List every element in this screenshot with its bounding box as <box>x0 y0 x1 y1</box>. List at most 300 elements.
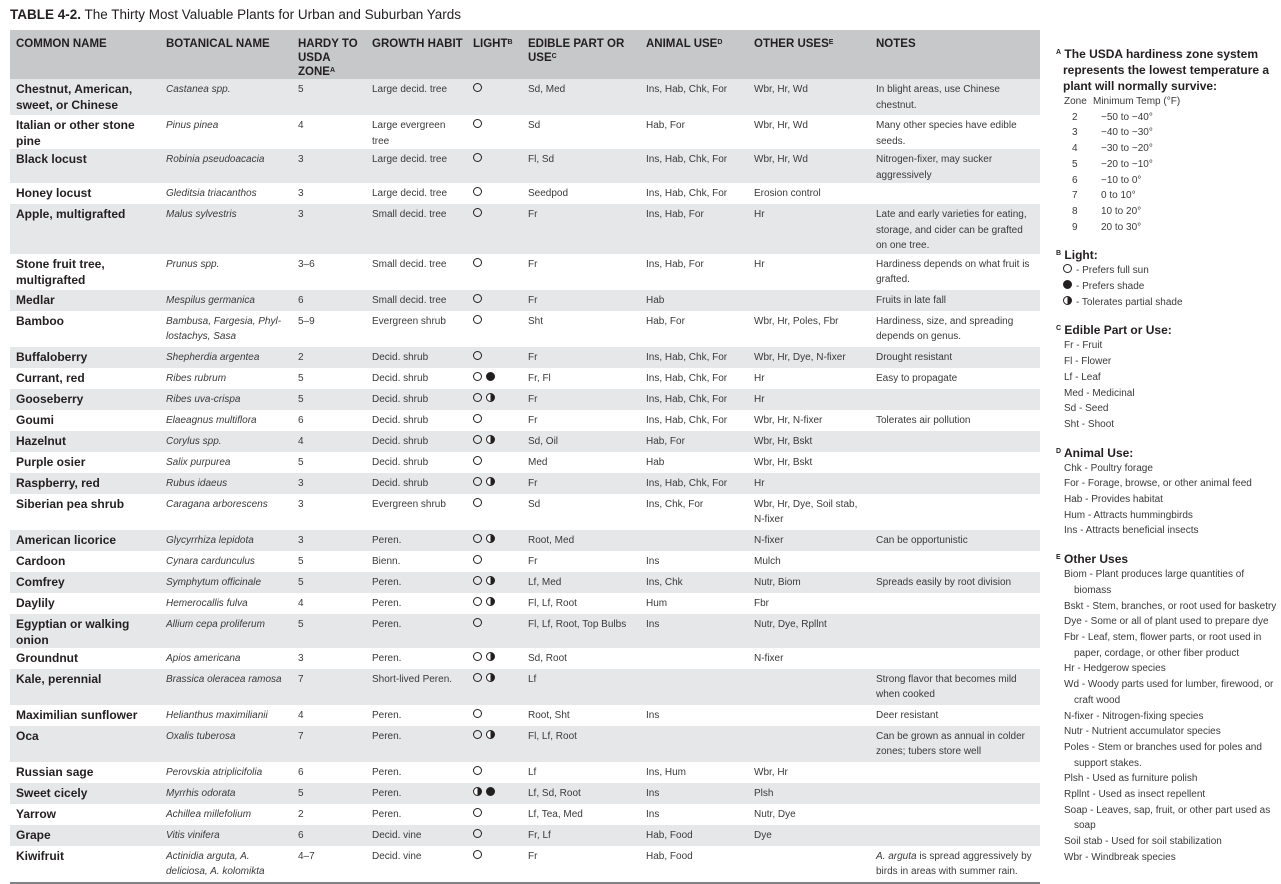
zone-row <box>1056 220 1278 236</box>
notes-cell: Nitrogen-fixer, may sucker aggressively <box>870 149 1040 183</box>
other-uses-cell: Hr <box>754 258 765 270</box>
other-legend-item: Wbr - Windbreak species <box>1064 851 1176 863</box>
zone-temp: −30 to −20° <box>1101 143 1153 155</box>
zone-temp: −40 to −30° <box>1101 127 1153 139</box>
botanical-name-cell: Gleditsia triacanthos <box>166 188 257 199</box>
table-row <box>10 705 1040 726</box>
full-sun-icon <box>473 808 482 817</box>
botanical-name-cell: Helianthus maximilianii <box>166 709 268 721</box>
animal-legend <box>1056 461 1278 540</box>
edible-cell: Root, Med <box>522 530 640 551</box>
common-name-cell: Buffaloberry <box>10 347 160 368</box>
animal-use-cell <box>640 669 748 705</box>
notes-cell: Easy to propagate <box>876 372 958 384</box>
botanical-name-cell: Elaeagnus multiflora <box>166 414 257 426</box>
edible-cell: Sd, Med <box>522 79 640 115</box>
other-uses-cell <box>748 290 870 311</box>
botanical-name-cell: Robinia pseudoacacia <box>160 149 292 183</box>
botanical-name-cell: Ribes uva-crispa <box>160 389 292 410</box>
notes-cell: Strong flavor that becomes mild when cooked <box>870 669 1040 705</box>
full-sun-icon <box>473 435 482 444</box>
zone-cell: 5 <box>292 614 366 648</box>
common-name-cell: Groundnut <box>16 650 78 665</box>
light-cell <box>467 149 522 183</box>
light-cell <box>467 452 522 473</box>
edible-cell: Fr <box>522 347 640 368</box>
botanical-name-cell: Mespilus germanica <box>160 290 292 311</box>
other-uses-cell <box>748 726 870 762</box>
other-footnote <box>1056 551 1278 865</box>
other-uses-cell: Mulch <box>754 555 781 567</box>
table-row <box>10 290 1040 311</box>
edible-footnote <box>1056 322 1278 432</box>
table-row <box>10 473 1040 494</box>
header-other-uses: OTHER $USES^E$ <box>748 30 870 79</box>
zone-cell: 6 <box>292 825 366 846</box>
edible-cell: Sd, Oil <box>522 431 640 452</box>
growth-habit-cell: Decid. shrub <box>372 456 429 468</box>
table-row <box>10 726 1040 762</box>
other-legend-item: Wd - Woody parts used for lumber, firewood, or craft wood <box>1064 679 1274 706</box>
edible-cell: Lf, Med <box>522 572 640 593</box>
zone-temp: 0 to 10° <box>1101 190 1136 202</box>
shade-icon <box>1063 280 1072 289</box>
header-light: $LIGHT^B$ <box>467 30 522 79</box>
header-hardy-zone: HARDY TO USDA $ZONE^A$ <box>292 30 366 79</box>
animal-use-cell: Ins, Hab, Chk, For <box>640 149 748 183</box>
notes-cell <box>870 614 1040 648</box>
common-name-cell: Black locust <box>10 149 160 183</box>
light-cell <box>467 762 522 783</box>
light-legend-item <box>1056 279 1278 295</box>
other-uses-cell: Nutr, Dye, Rpllnt <box>748 614 870 648</box>
botanical-name-cell: Caragana arborescens <box>166 498 268 510</box>
zone-cell: 7 <box>292 669 366 705</box>
growth-habit-cell: Decid. vine <box>366 846 467 883</box>
table-number: TABLE 4-2. <box>10 7 82 22</box>
animal-use-cell: Ins <box>640 614 748 648</box>
notes-cell <box>870 452 1040 473</box>
animal-use-cell: Hab <box>640 290 748 311</box>
notes-cell: Tolerates air pollution <box>876 414 971 426</box>
light-cell <box>467 648 522 669</box>
growth-habit-cell: Small decid. tree <box>366 204 467 254</box>
botanical-name-cell: Cynara cardunculus <box>166 555 255 567</box>
common-name-cell: Purple osier <box>16 454 86 469</box>
zone-cell: 3 <box>292 204 366 254</box>
partial-shade-icon <box>486 477 495 486</box>
zone-cell: 4–7 <box>292 846 366 883</box>
edible-footnote-title: $^C$ Edible Part or Use: <box>1056 323 1172 338</box>
other-uses-cell: Nutr, Dye <box>754 808 796 820</box>
other-uses-cell: Wbr, Hr, Wd <box>754 120 808 131</box>
full-sun-icon <box>473 294 482 303</box>
zone-cell: 3 <box>298 652 304 664</box>
common-name-cell: Oca <box>10 726 160 762</box>
edible-cell: Fr, Lf <box>522 825 640 846</box>
zone-table-rows <box>1056 110 1278 236</box>
other-uses-cell: Wbr, Hr, Dye, N-fixer <box>748 347 870 368</box>
animal-use-cell: Ins, Hab, Chk, For <box>646 372 728 384</box>
zone-cell: 2 <box>292 347 366 368</box>
notes-cell: Many other species have edible seeds. <box>876 120 1017 147</box>
other-uses-cell: Plsh <box>748 783 870 804</box>
light-cell <box>467 410 522 431</box>
other-uses-cell: Wbr, Hr, Poles, Fbr <box>754 315 839 327</box>
growth-habit-cell: Decid. shrub <box>366 347 467 368</box>
edible-cell: Seedpod <box>528 188 569 199</box>
zone-row <box>1056 125 1278 141</box>
edible-cell: Sht <box>528 315 544 327</box>
table-row <box>10 804 1040 825</box>
table-row <box>10 572 1040 593</box>
common-name-cell: Sweet cicely <box>10 783 160 804</box>
growth-habit-cell: Decid. shrub <box>366 431 467 452</box>
common-name-cell: Cardoon <box>16 553 66 568</box>
zone-cell: 6 <box>298 766 304 778</box>
common-name-cell: Maximilian sunflower <box>16 707 138 722</box>
animal-use-cell: Ins, Hab, Chk, For <box>646 414 728 426</box>
botanical-name-cell: Achillea millefolium <box>166 808 252 820</box>
notes-cell <box>870 389 1040 410</box>
other-legend-item: Rpllnt - Used as insect repellent <box>1064 789 1206 801</box>
table-row <box>10 494 1040 530</box>
header-animal-use: ANIMAL $USE^D$ <box>640 30 748 79</box>
botanical-name-cell: Apios americana <box>166 652 241 664</box>
growth-habit-cell: Evergreen shrub <box>372 498 446 510</box>
partial-shade-icon <box>486 673 495 682</box>
zone-cell: 3 <box>292 530 366 551</box>
other-uses-cell: Wbr, Hr, Dye, Soil stab, N-fixer <box>754 498 858 525</box>
table-row <box>10 431 1040 452</box>
partial-shade-icon <box>486 576 495 585</box>
edible-legend-item: Fl - Flower <box>1064 356 1112 368</box>
common-name-cell: Siberian pea shrub <box>16 496 125 511</box>
light-cell <box>467 79 522 115</box>
common-name-cell: Grape <box>10 825 160 846</box>
common-name-cell: Gooseberry <box>10 389 160 410</box>
partial-shade-icon <box>486 393 495 402</box>
common-name-cell: Currant, red <box>16 370 85 385</box>
animal-use-cell: Hab, Food <box>640 846 748 883</box>
growth-habit-cell: Peren. <box>372 808 402 820</box>
light-legend-text: - Prefers full sun <box>1076 265 1149 277</box>
table-row <box>10 846 1040 883</box>
light-legend-text: - Tolerates partial shade <box>1076 296 1183 308</box>
zone-cell: 5 <box>298 456 304 468</box>
animal-use-cell: Ins <box>646 808 660 820</box>
edible-cell: Fr <box>522 389 640 410</box>
table-row <box>10 648 1040 669</box>
table-row <box>10 762 1040 783</box>
common-name-cell: Kiwifruit <box>10 846 160 883</box>
partial-shade-icon <box>486 435 495 444</box>
zone-cell: 3 <box>298 498 304 510</box>
light-cell <box>467 347 522 368</box>
other-uses-cell: Wbr, Hr, Bskt <box>748 431 870 452</box>
botanical-name-cell: Pinus pinea <box>166 120 219 131</box>
botanical-name-cell: Glycyrrhiza lepidota <box>160 530 292 551</box>
notes-cell <box>870 183 1040 204</box>
full-sun-icon <box>473 555 482 564</box>
zone-cell: 3 <box>292 149 366 183</box>
growth-habit-cell: Decid. shrub <box>366 473 467 494</box>
edible-cell: Fr <box>528 555 538 567</box>
notes-cell <box>870 804 1040 825</box>
notes-cell <box>870 551 1040 572</box>
notes-cell <box>870 431 1040 452</box>
zone-row <box>1056 110 1278 126</box>
animal-use-cell: Hab, For <box>646 315 685 327</box>
full-sun-icon <box>473 414 482 423</box>
other-uses-cell: Nutr, Biom <box>748 572 870 593</box>
animal-use-cell: Hab, For <box>646 120 685 131</box>
growth-habit-cell: Evergreen shrub <box>372 315 446 327</box>
edible-cell: Root, Sht <box>528 709 570 721</box>
animal-use-cell <box>640 648 748 669</box>
notes-cell: Fruits in late fall <box>870 290 1040 311</box>
animal-use-cell: Ins, Hab, Chk, For <box>640 347 748 368</box>
botanical-name-cell: Rubus idaeus <box>160 473 292 494</box>
other-legend-item: Poles - Stem or branches used for poles and support stakes. <box>1064 741 1262 769</box>
table-row <box>10 183 1040 204</box>
notes-cell: In blight areas, use Chinese chestnut. <box>870 79 1040 115</box>
edible-cell: Sd <box>528 120 541 131</box>
notes-cell: Late and early varieties for eating, storage, and cider can be grafted on one tree. <box>870 204 1040 254</box>
full-sun-icon <box>473 153 482 162</box>
botanical-name-cell: Perovskia atriplicifolia <box>166 766 263 778</box>
table-row <box>10 530 1040 551</box>
zone-number: 8 <box>1072 205 1078 217</box>
animal-legend-item: Chk - Poultry forage <box>1064 462 1153 474</box>
notes-cell: A. arguta is spread aggressively by birds in areas with summer rain. <box>870 846 1040 883</box>
light-cell <box>467 614 522 648</box>
light-legend-text: - Prefers shade <box>1076 281 1145 293</box>
common-name-cell: Honey locust <box>16 186 92 200</box>
light-cell <box>467 389 522 410</box>
botanical-name-cell: Corylus spp. <box>160 431 292 452</box>
header-botanical-name: BOTANICAL NAME <box>160 30 292 79</box>
zone-row <box>1056 173 1278 189</box>
header-notes: NOTES <box>870 30 1040 79</box>
other-uses-cell: Dye <box>748 825 870 846</box>
growth-habit-cell: Short-lived Peren. <box>366 669 467 705</box>
table-row <box>10 254 1040 290</box>
header-common-name: COMMON NAME <box>10 30 160 79</box>
partial-shade-icon <box>1063 296 1072 305</box>
botanical-name-cell: Bambusa, Fargesia, Phyl-lostachys, Sasa <box>166 315 282 342</box>
zone-number: 7 <box>1072 190 1078 202</box>
light-legend <box>1056 263 1278 310</box>
full-sun-icon <box>1063 264 1072 273</box>
growth-habit-cell: Peren. <box>372 652 402 664</box>
growth-habit-cell: Peren. <box>366 726 467 762</box>
growth-habit-cell: Decid. shrub <box>366 389 467 410</box>
other-uses-cell: Wbr, Hr, Bskt <box>754 456 813 468</box>
animal-legend-item: For - Forage, browse, or other animal feed <box>1064 478 1252 490</box>
edible-cell: Fr <box>522 846 640 883</box>
table-row <box>10 389 1040 410</box>
full-sun-icon <box>473 187 482 196</box>
notes-cell: Can be opportunistic <box>870 530 1040 551</box>
botanical-name-cell: Shepherdia argentea <box>160 347 292 368</box>
animal-use-cell: Ins, Hab, Chk, For <box>640 473 748 494</box>
botanical-name-cell: Prunus spp. <box>166 258 220 270</box>
edible-cell: Sd, Root <box>528 652 567 664</box>
table-row <box>10 669 1040 705</box>
temp-header: Minimum Temp (°F) <box>1093 96 1181 107</box>
table-row <box>10 614 1040 648</box>
full-sun-icon <box>473 576 482 585</box>
common-name-cell: Apple, multigrafted <box>10 204 160 254</box>
botanical-name-cell: Symphytum officinale <box>160 572 292 593</box>
zone-cell: 5 <box>292 783 366 804</box>
animal-use-cell: Ins <box>646 709 660 721</box>
common-name-cell: Daylily <box>16 595 55 610</box>
botanical-name-cell: Hemerocallis fulva <box>166 597 248 609</box>
table-caption <box>10 7 461 27</box>
edible-cell: Fr <box>522 204 640 254</box>
common-name-cell: Kale, perennial <box>10 669 160 705</box>
edible-legend-item: Sht - Shoot <box>1064 418 1115 430</box>
full-sun-icon <box>473 829 482 838</box>
animal-use-cell: Ins, Chk <box>640 572 748 593</box>
notes-cell <box>870 648 1040 669</box>
other-legend-item: Nutr - Nutrient accumulator species <box>1064 726 1221 738</box>
common-name-cell: Egyptian or walking onion <box>10 614 160 648</box>
zone-cell: 2 <box>298 808 304 820</box>
animal-use-cell: Ins, Hab, Chk, For <box>640 79 748 115</box>
animal-use-cell <box>640 726 748 762</box>
other-uses-cell: Hr <box>748 389 870 410</box>
zone-cell: 7 <box>292 726 366 762</box>
full-sun-icon <box>473 534 482 543</box>
other-legend-item: Dye - Some or all of plant used to prepare dye <box>1064 616 1269 628</box>
other-legend-item: Hr - Hedgerow species <box>1064 663 1166 675</box>
botanical-name-cell: Actinidia arguta, A. deliciosa, A. kolomikta <box>160 846 292 883</box>
other-legend-item: Biom - Plant produces large quantities of biomass <box>1064 569 1245 596</box>
plants-table-container <box>10 30 1040 884</box>
animal-legend-item: Hab - Provides habitat <box>1064 494 1163 506</box>
animal-use-cell: Ins, Hum <box>646 766 687 778</box>
partial-shade-icon <box>473 787 482 796</box>
shade-icon <box>486 787 495 796</box>
table-row <box>10 347 1040 368</box>
light-footnote-title: $^B$ Light: <box>1056 248 1098 263</box>
light-cell <box>467 115 522 149</box>
table-row <box>10 149 1040 183</box>
other-uses-cell: Wbr, Hr, N-fixer <box>754 414 823 426</box>
zone-cell: 4 <box>292 431 366 452</box>
zone-number: 9 <box>1072 221 1078 233</box>
notes-cell: Hardiness, size, and spreading depends on genus. <box>876 315 1014 342</box>
zone-cell: 3 <box>298 188 304 199</box>
notes-cell: Deer resistant <box>876 709 939 721</box>
common-name-cell: Italian or other stone pine <box>16 118 135 148</box>
animal-use-cell <box>640 530 748 551</box>
full-sun-icon <box>473 597 482 606</box>
light-cell <box>467 368 522 389</box>
full-sun-icon <box>473 372 482 381</box>
notes-cell <box>870 783 1040 804</box>
table-row <box>10 115 1040 149</box>
light-cell <box>467 254 522 290</box>
growth-habit-cell: Large evergreen tree <box>372 120 446 147</box>
edible-cell: Med <box>528 456 548 468</box>
zone-row <box>1056 204 1278 220</box>
zone-row <box>1056 188 1278 204</box>
botanical-name-cell: Oxalis tuberosa <box>160 726 292 762</box>
animal-use-cell: Hab <box>646 456 665 468</box>
edible-cell: Fr <box>522 290 640 311</box>
full-sun-icon <box>473 351 482 360</box>
full-sun-icon <box>473 652 482 661</box>
other-uses-cell: Hr <box>754 372 765 384</box>
botanical-name-cell: Allium cepa proliferum <box>160 614 292 648</box>
edible-legend <box>1056 338 1278 432</box>
other-legend-item: Bskt - Stem, branches, or root used for basketry <box>1064 600 1277 612</box>
table-row <box>10 204 1040 254</box>
growth-habit-cell: Peren. <box>372 597 402 609</box>
common-name-cell: Stone fruit tree, multigrafted <box>16 256 105 287</box>
botanical-name-cell: Vitis vinifera <box>160 825 292 846</box>
edible-cell: Sd <box>528 498 541 510</box>
full-sun-icon <box>473 477 482 486</box>
full-sun-icon <box>473 673 482 682</box>
botanical-name-cell: Ribes rubrum <box>166 372 227 384</box>
zone-row <box>1056 141 1278 157</box>
animal-use-cell: Hab, For <box>640 431 748 452</box>
growth-habit-cell: Large decid. tree <box>372 188 448 199</box>
zone-cell: 3 <box>292 473 366 494</box>
zone-cell: 6 <box>292 290 366 311</box>
light-cell <box>467 825 522 846</box>
other-uses-cell: Wbr, Hr, Wd <box>748 79 870 115</box>
other-uses-cell: N-fixer <box>754 652 784 664</box>
animal-footnote-title: $^D$ Animal Use: <box>1056 445 1134 460</box>
light-cell <box>467 204 522 254</box>
notes-cell <box>870 825 1040 846</box>
table-row <box>10 79 1040 115</box>
footnotes-panel <box>1056 46 1278 878</box>
full-sun-icon <box>473 208 482 217</box>
common-name-cell: Chestnut, American, sweet, or Chinese <box>10 79 160 115</box>
light-cell <box>467 593 522 614</box>
growth-habit-cell: Peren. <box>366 614 467 648</box>
other-footnote-title: $^E$ Other Uses <box>1056 552 1129 567</box>
light-cell <box>467 494 522 530</box>
table-row <box>10 783 1040 804</box>
growth-habit-cell: Peren. <box>366 783 467 804</box>
growth-habit-cell: Small decid. tree <box>366 290 467 311</box>
growth-habit-cell: Large decid. tree <box>366 79 467 115</box>
full-sun-icon <box>473 315 482 324</box>
animal-use-cell: Ins <box>646 555 660 567</box>
light-footnote <box>1056 247 1278 310</box>
edible-cell: Lf <box>522 669 640 705</box>
zone-cell: 5 <box>292 389 366 410</box>
botanical-name-cell: Castanea spp. <box>160 79 292 115</box>
growth-habit-cell: Decid. shrub <box>372 372 429 384</box>
growth-habit-cell: Peren. <box>366 572 467 593</box>
growth-habit-cell: Small decid. tree <box>372 258 447 270</box>
light-cell <box>467 726 522 762</box>
notes-italic-fragment: A. arguta <box>876 850 917 862</box>
animal-use-cell: Hum <box>646 597 668 609</box>
animal-use-cell: Hab, Food <box>640 825 748 846</box>
shade-icon <box>486 372 495 381</box>
zone-cell: 4 <box>298 597 304 609</box>
